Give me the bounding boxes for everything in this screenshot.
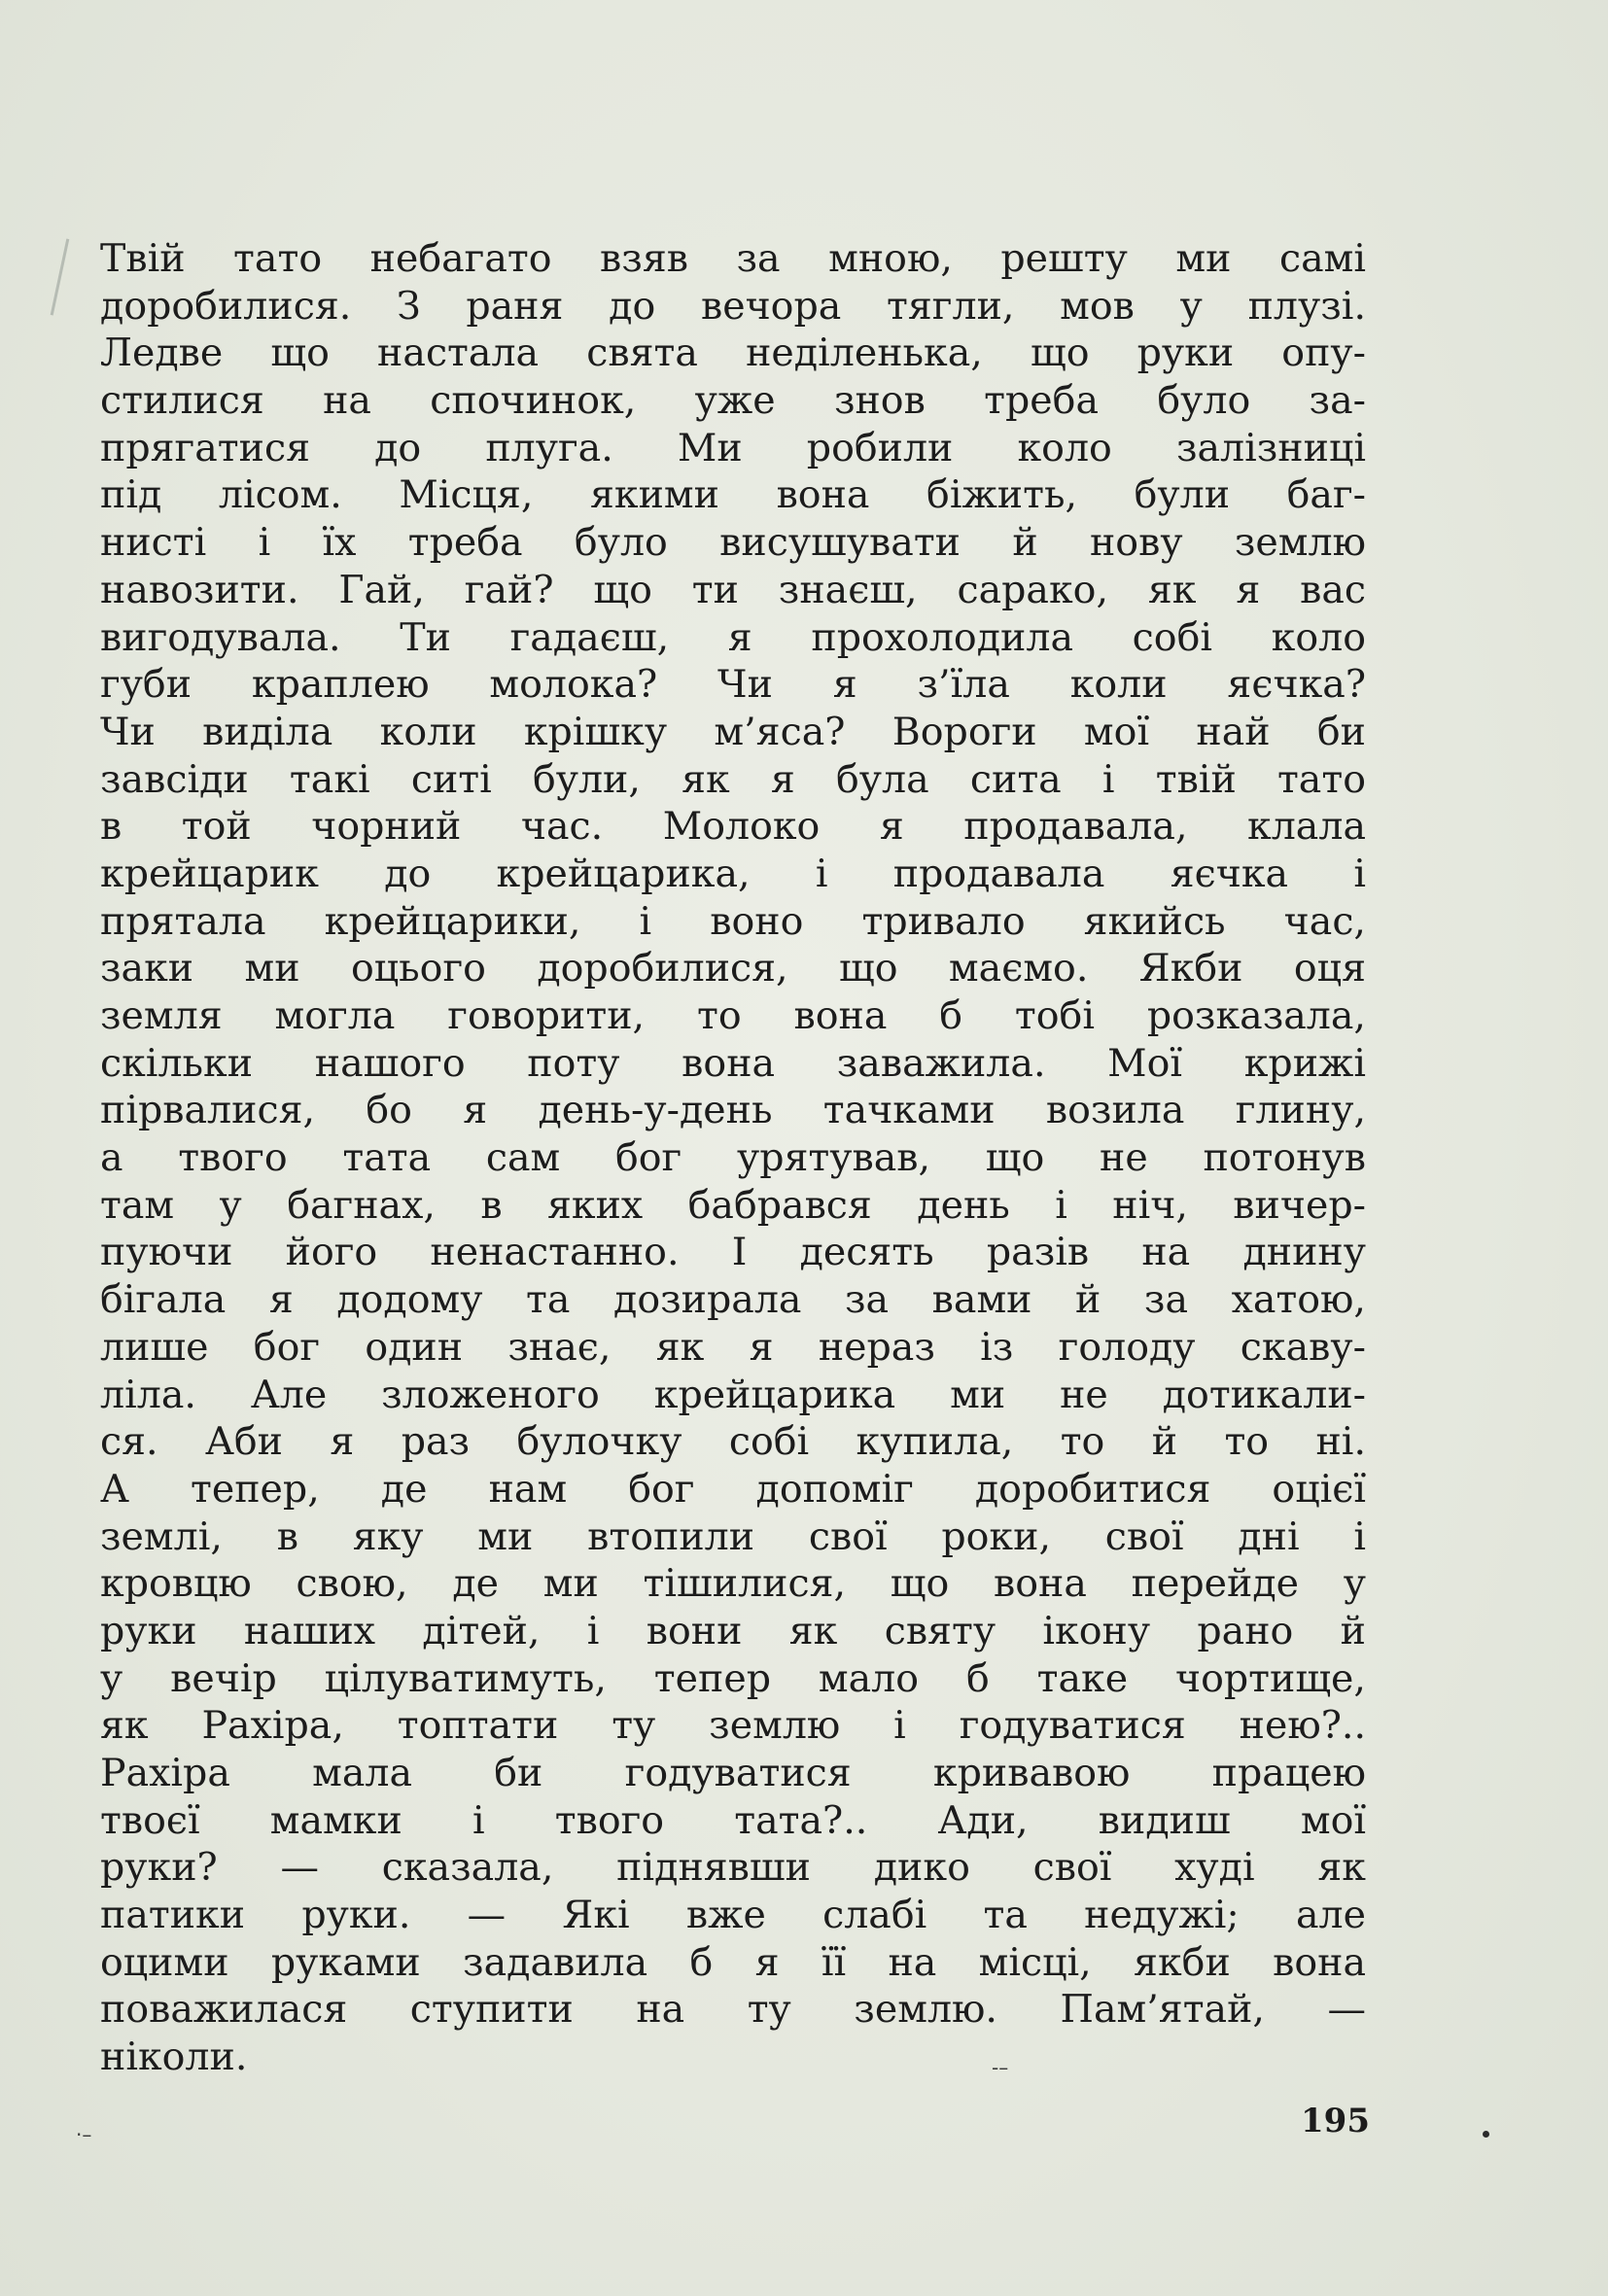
text-line: оцими руками задавила б я її на місці, якби вона: [100, 1939, 1366, 1985]
text-line: пірвалися, бо я день-у-день тачками возила глину,: [100, 1088, 1366, 1133]
text-line: а твого тата сам бог урятував, що не потонув: [100, 1135, 1366, 1181]
stray-mark-bottom-center: -–: [992, 2056, 1009, 2079]
text-line: прятала крейцарики, і воно тривало якийсь час,: [100, 898, 1366, 944]
text-line: Твій тато небагато взяв за мною, решту ми самі: [100, 236, 1366, 281]
text-line: лише бог один знає, як я нераз із голоду скаву-: [100, 1324, 1366, 1370]
text-line: там у багнах, в яких бабрався день і ніч, вичер-: [100, 1182, 1366, 1228]
pencil-margin-mark: [51, 239, 70, 316]
text-line: у вечір цілуватимуть, тепер мало б таке чортище,: [100, 1655, 1366, 1701]
text-line: крейцарик до крейцарика, і продавала яєчка і: [100, 851, 1366, 896]
text-line: завсіди такі ситі були, як я була сита і твій тато: [100, 756, 1366, 802]
text-line: заки ми оцього доробилися, що маємо. Якби оця: [100, 946, 1366, 991]
text-line: губи краплею молока? Чи я з’їла коли яєчка?: [100, 662, 1366, 708]
text-line: навозити. Гай, гай? що ти знаєш, сарако, як я вас: [100, 567, 1366, 612]
text-line: поважилася ступити на ту землю. Пам’ятай, —: [100, 1987, 1366, 2033]
body-text: [100, 235, 1366, 2081]
text-line: Рахіра мала би годуватися кривавою працею: [100, 1751, 1366, 1795]
text-line: землі, в яку ми втопили свої роки, свої дні і: [100, 1513, 1366, 1559]
text-line: кровцю свою, де ми тішилися, що вона перейде у: [100, 1561, 1366, 1607]
text-line: твоєї мамки і твого тата?.. Ади, видиш мої: [100, 1797, 1366, 1843]
stray-dot-right: [1483, 2131, 1489, 2138]
text-line: доробилися. З раня до вечора тягли, мов у плузі.: [100, 283, 1366, 329]
text-line: нисті і їх треба було висушувати й нову землю: [100, 520, 1366, 566]
text-line: ніколи.: [100, 2035, 248, 2080]
stray-mark-bottom-left: ·–: [76, 2123, 92, 2146]
text-line: руки наших дітей, і вони як святу ікону рано й: [100, 1608, 1366, 1653]
text-line: вигодувала. Ти гадаєш, я прохолодила собі коло: [100, 614, 1366, 660]
text-line: земля могла говорити, то вона б тобі розказала,: [100, 993, 1366, 1038]
text-line: патики руки. — Які вже слабі та недужі; але: [100, 1893, 1366, 1938]
text-line: стилися на спочинок, уже знов треба було за-: [100, 378, 1366, 424]
text-line: ліла. Але зложеного крейцарика ми не дотикали-: [100, 1372, 1366, 1417]
text-line: скільки нашого поту вона заважила. Мої крижі: [100, 1040, 1366, 1086]
text-line: в той чорний час. Молоко я продавала, клала: [100, 804, 1366, 850]
text-line: А тепер, де нам бог допоміг доробитися оцієї: [100, 1466, 1366, 1512]
text-line: Ледве що настала свята неділенька, що руки опу-: [100, 330, 1366, 376]
page-number: 195: [1301, 2102, 1370, 2140]
text-line: руки? — сказала, піднявши дико свої худі як: [100, 1845, 1366, 1891]
text-line: пуючи його ненастанно. І десять разів на днину: [100, 1230, 1366, 1275]
text-line: прягатися до плуга. Ми робили коло залізниці: [100, 425, 1366, 470]
text-line: як Рахіра, топтати ту землю і годуватися нею?..: [100, 1703, 1366, 1749]
text-line: бігала я додому та дозирала за вами й за хатою,: [100, 1277, 1366, 1323]
text-line: під лісом. Місця, якими вона біжить, були баг-: [100, 472, 1366, 518]
text-line: Чи виділа коли крішку м’яса? Вороги мої най би: [100, 709, 1366, 754]
text-line: ся. Аби я раз булочку собі купила, то й то ні.: [100, 1419, 1366, 1465]
